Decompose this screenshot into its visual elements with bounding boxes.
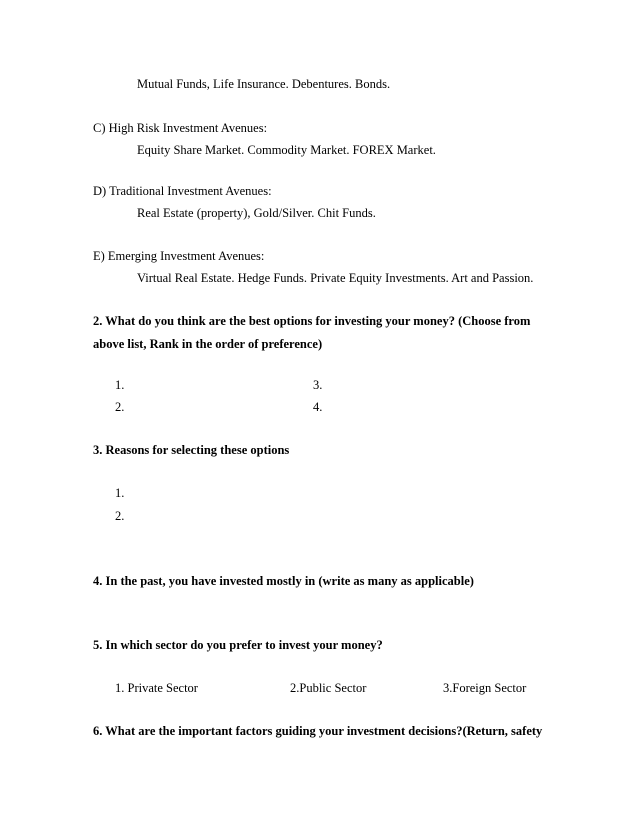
q5-option-public: 2.Public Sector [290,681,367,695]
q2-blank-3: 3. [313,378,323,392]
category-items-traditional: Real Estate (property), Gold/Silver. Chit Funds. [137,206,376,220]
question-2-line-1: 2. What do you think are the best options for investing your money? (Choose from [93,314,531,328]
category-items-high-risk: Equity Share Market. Commodity Market. FOREX Market. [137,143,436,157]
question-4: 4. In the past, you have invested mostly in (write as many as applicable) [93,574,474,588]
question-2-line-2: above list, Rank in the order of preference) [93,337,323,351]
category-heading-high-risk: C) High Risk Investment Avenues: [93,121,268,135]
question-3: 3. Reasons for selecting these options [93,443,290,457]
q5-option-foreign: 3.Foreign Sector [443,681,527,695]
category-items-emerging: Virtual Real Estate. Hedge Funds. Private Equity Investments. Art and Passion. [137,271,534,285]
question-6: 6. What are the important factors guiding your investment decisions?(Return, safety [93,724,543,738]
list-continuation: Mutual Funds, Life Insurance. Debentures. Bonds. [137,77,391,91]
category-heading-traditional: D) Traditional Investment Avenues: [93,184,272,198]
question-5: 5. In which sector do you prefer to invest your money? [93,638,383,652]
q2-blank-1: 1. [115,378,125,392]
category-heading-emerging: E) Emerging Investment Avenues: [93,249,265,263]
q3-blank-1: 1. [115,486,125,500]
q5-option-private: 1. Private Sector [115,681,198,695]
q3-blank-2: 2. [115,509,125,523]
q2-blank-2: 2. [115,400,125,414]
q2-blank-4: 4. [313,400,323,414]
